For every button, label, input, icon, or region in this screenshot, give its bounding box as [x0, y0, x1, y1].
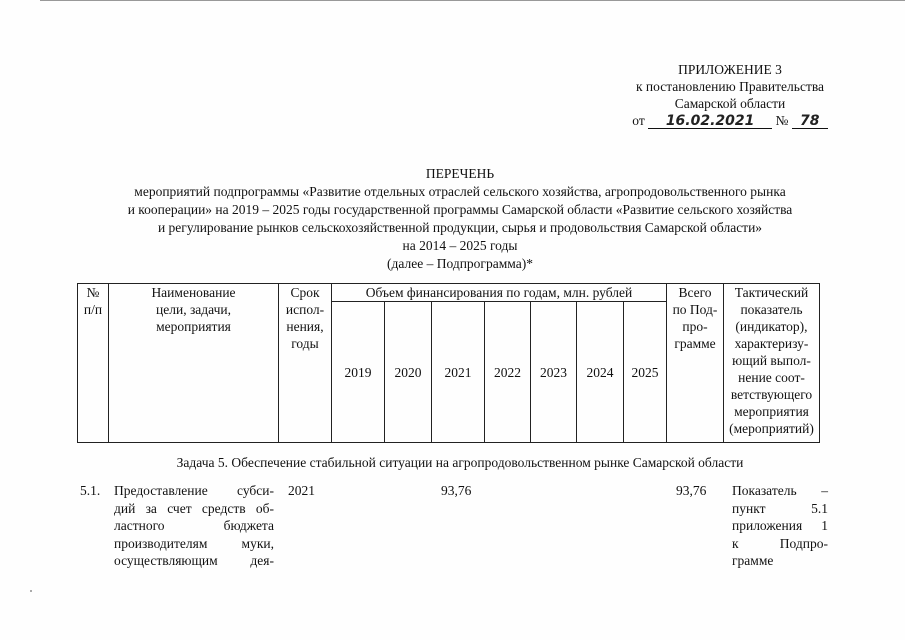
approval-block [600, 61, 860, 129]
year-2025: 2025 [624, 302, 667, 443]
handwritten-date: 16.02.2021 [648, 114, 772, 129]
title-line-4: на 2014 – 2025 годы [402, 238, 518, 253]
number-prefix: № [775, 113, 789, 128]
title-line-2: и кооперации» на 2019 – 2025 годы государственной программы Самарской области «Развитие сельского хозяйства [127, 202, 793, 217]
row-number: 5.1. [80, 483, 101, 498]
approval-date-line [600, 112, 860, 129]
year-2019: 2019 [332, 302, 385, 443]
document-title [80, 165, 840, 273]
row-term: 2021 [288, 483, 315, 498]
col-header-indicator: Тактический показатель (индикатор), характеризу- ющий выпол- нение соот- ветствующего мероприятия (мероприятий) [724, 284, 820, 443]
col-header-number: № п/п [78, 284, 109, 443]
year-2022: 2022 [485, 302, 531, 443]
header-table [77, 283, 820, 443]
date-prefix: от [632, 113, 645, 128]
year-2020: 2020 [385, 302, 432, 443]
scan-edge-line [40, 0, 905, 1]
task-heading: Задача 5. Обеспечение стабильной ситуации на агропродовольственном рынке Самарской области [176, 455, 744, 470]
title-line-1: мероприятий подпрограммы «Развитие отдельных отраслей сельского хозяйства, агропродовольственного рынка [134, 184, 786, 199]
title-heading: ПЕРЕЧЕНЬ [425, 166, 495, 181]
title-line-3: и регулирование рынков сельскохозяйственной продукции, сырья и продовольствия Самарской области» [157, 220, 763, 235]
year-2023: 2023 [531, 302, 577, 443]
col-header-total: Всего по Под- про- грамме [667, 284, 724, 443]
row-name: Предоставление субси- дий за счет средств об- ластного бюджета производителям муки, осуществляющим дея- [114, 483, 274, 568]
col-header-term: Срок испол- нения, годы [279, 284, 332, 443]
year-2024: 2024 [577, 302, 624, 443]
row-amount-2021: 93,76 [441, 483, 472, 498]
appendix-title: ПРИЛОЖЕНИЕ 3 [678, 62, 782, 77]
row-indicator: Показатель – пункт 5.1 приложения 1 к Подпро- грамме [732, 483, 828, 568]
row-total: 93,76 [676, 483, 707, 498]
col-header-funding: Объем финансирования по годам, млн. рублей [332, 284, 667, 302]
title-line-5: (далее – Подпрограмма)* [387, 256, 533, 271]
scan-speck [30, 590, 32, 592]
approval-line-2: Самарской области [674, 96, 786, 111]
year-2021: 2021 [432, 302, 485, 443]
col-header-name: Наименование цели, задачи, мероприятия [109, 284, 279, 443]
approval-line-1: к постановлению Правительства [635, 79, 825, 94]
handwritten-number: 78 [792, 114, 828, 129]
